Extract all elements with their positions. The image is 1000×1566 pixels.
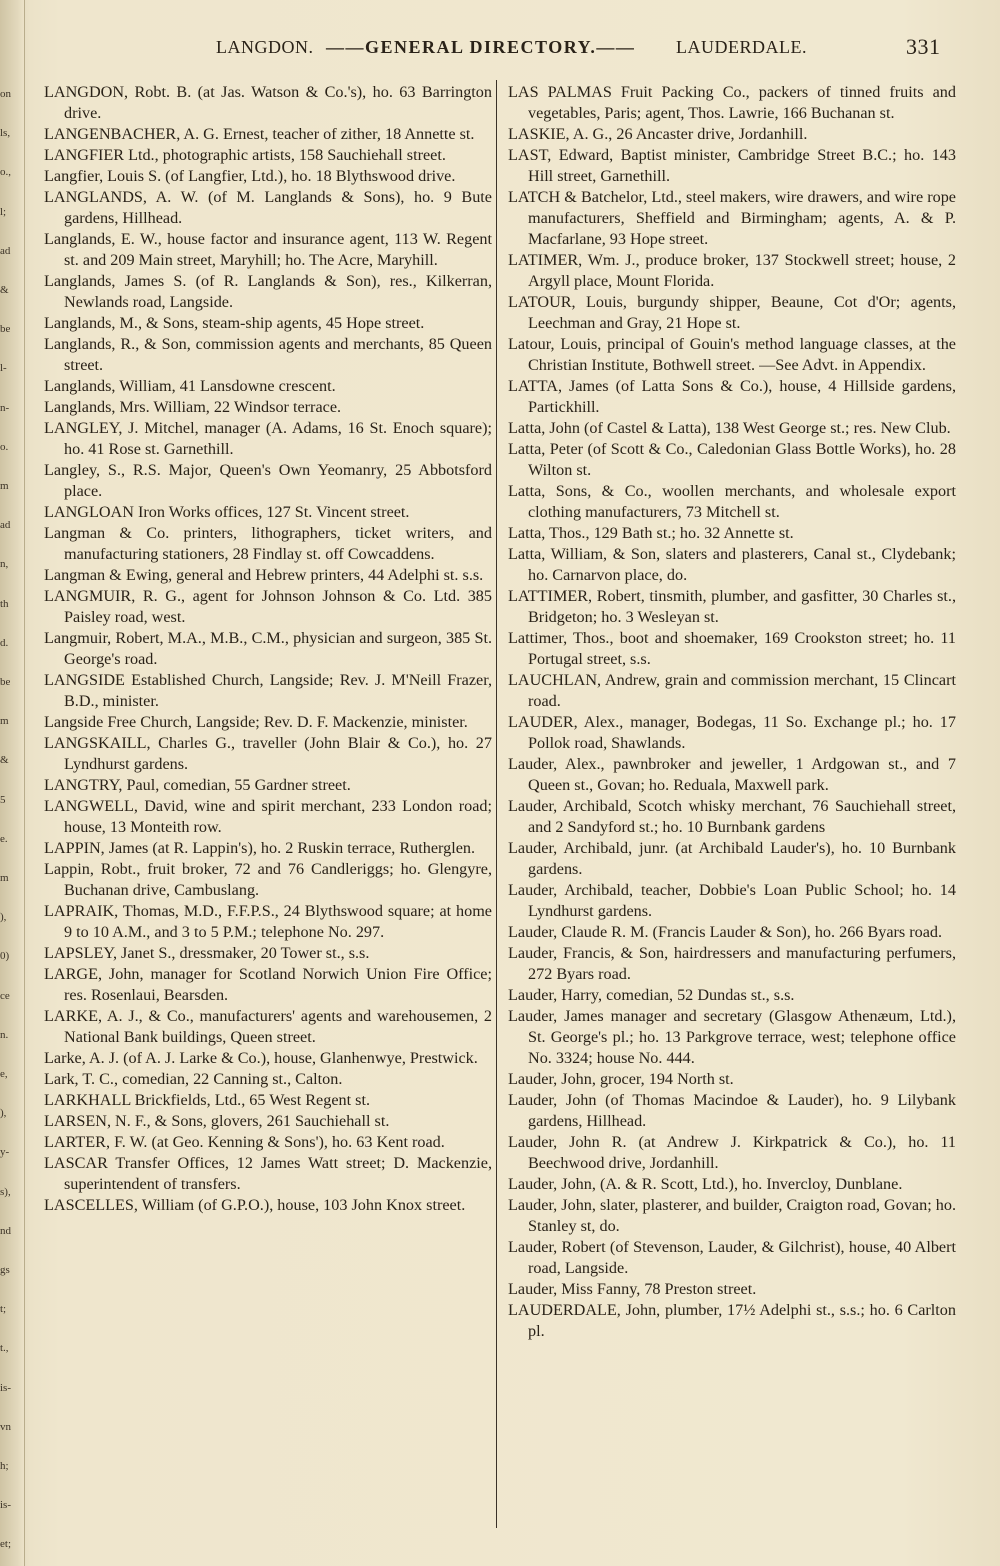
directory-entry: LANGLOAN Iron Works offices, 127 St. Vincent street. bbox=[44, 503, 410, 521]
gutter-fragment: t; bbox=[0, 1303, 7, 1316]
directory-entry: LANGSIDE Established Church, Langside; Rev. J. M'Neill Frazer, B.D., minister. bbox=[44, 671, 492, 710]
directory-entry: Lauder, Archibald, junr. (at Archibald Lauder's), ho. 10 Burnbank gardens. bbox=[508, 839, 956, 878]
directory-entry: Lauder, Francis, & Son, hairdressers and manufacturing perfumers, 272 Byars road. bbox=[508, 944, 956, 983]
directory-entry: LATOUR, Louis, burgundy shipper, Beaune, Cot d'Or; agents, Leechman and Gray, 21 Hope st. bbox=[508, 293, 956, 332]
gutter-fragment: m bbox=[0, 480, 9, 492]
directory-entry: Langfier, Louis S. (of Langfier, Ltd.), ho. 18 Blythswood drive. bbox=[44, 167, 456, 185]
right-column bbox=[508, 82, 956, 1342]
directory-entry: Latta, Thos., 129 Bath st.; ho. 32 Annette st. bbox=[508, 524, 794, 542]
directory-entry: Langlands, William, 41 Lansdowne crescent. bbox=[44, 377, 336, 395]
directory-entry: Lark, T. C., comedian, 22 Canning st., Calton. bbox=[44, 1070, 343, 1088]
gutter-fragment: n, bbox=[0, 558, 9, 571]
gutter-fragment: ad bbox=[0, 519, 11, 532]
gutter-fragment: 0) bbox=[0, 950, 10, 963]
header-left: LANGDON. bbox=[216, 37, 314, 57]
gutter-fragment: l; bbox=[0, 205, 7, 218]
directory-entry: LAPPIN, James (at R. Lappin's), ho. 2 Ruskin terrace, Rutherglen. bbox=[44, 839, 476, 857]
directory-entry: LARGE, John, manager for Scotland Norwich Union Fire Office; res. Rosenlaui, Bearsden. bbox=[44, 965, 492, 1004]
directory-entry: LAST, Edward, Baptist minister, Cambridge Street B.C.; ho. 143 Hill street, Garnethill. bbox=[508, 146, 956, 185]
gutter-fragment: y- bbox=[0, 1146, 10, 1159]
directory-entry: LASCELLES, William (of G.P.O.), house, 103 John Knox street. bbox=[44, 1196, 466, 1214]
directory-entry: Langlands, M., & Sons, steam-ship agents, 45 Hope street. bbox=[44, 314, 425, 332]
directory-entry: Langman & Ewing, general and Hebrew printers, 44 Adelphi st. s.s. bbox=[44, 566, 484, 584]
gutter-fragment: vn bbox=[0, 1420, 11, 1433]
gutter-fragment: ad bbox=[0, 244, 11, 257]
directory-entry: Latta, William, & Son, slaters and plasterers, Canal st., Clydebank; ho. Carnarvon place, do. bbox=[508, 545, 956, 584]
page-number: 331 bbox=[906, 34, 941, 59]
directory-entry: Lappin, Robt., fruit broker, 72 and 76 Candleriggs; ho. Glengyre, Buchanan drive, Cambuslang. bbox=[44, 860, 492, 899]
directory-entry: Langside Free Church, Langside; Rev. D. F. Mackenzie, minister. bbox=[44, 713, 468, 731]
directory-entry: Lauder, John, grocer, 194 North st. bbox=[508, 1070, 734, 1088]
directory-entry: Latta, Sons, & Co., woollen merchants, and wholesale export clothing manufacturers, 73 Mitchell st. bbox=[508, 482, 956, 521]
directory-entry: LAS PALMAS Fruit Packing Co., packers of tinned fruits and vegetables, Paris; agent, Thos. Lawrie, 166 Buchanan st. bbox=[508, 83, 956, 122]
gutter-fragment: ls, bbox=[0, 127, 11, 140]
gutter-fragment: gs bbox=[0, 1264, 10, 1276]
gutter-fragment: d. bbox=[0, 636, 9, 649]
directory-entry: LATTIMER, Robert, tinsmith, plumber, and gasfitter, 30 Charles st., Bridgeton; ho. 3 Wesleyan st. bbox=[508, 587, 956, 626]
directory-entry: LANGLEY, J. Mitchel, manager (A. Adams, 16 St. Enoch square); ho. 41 Rose st. Garnethill. bbox=[44, 419, 492, 458]
directory-entry: Langlands, Mrs. William, 22 Windsor terrace. bbox=[44, 398, 342, 416]
directory-entry: LARSEN, N. F., & Sons, glovers, 261 Sauchiehall st. bbox=[44, 1112, 390, 1130]
gutter-fragment: 5 bbox=[0, 793, 6, 806]
directory-entry: LAPSLEY, Janet S., dressmaker, 20 Tower st., s.s. bbox=[44, 944, 370, 962]
directory-entry: Langlands, R., & Son, commission agents and merchants, 85 Queen street. bbox=[44, 335, 492, 374]
directory-entry: Lauder, Archibald, teacher, Dobbie's Loan Public School; ho. 14 Lyndhurst gardens. bbox=[508, 881, 956, 920]
directory-entry: LANGLANDS, A. W. (of M. Langlands & Sons), ho. 9 Bute gardens, Hillhead. bbox=[44, 188, 492, 227]
directory-entry: Langman & Co. printers, lithographers, ticket writers, and manufacturing stationers, 28 Findlay st. off Cowcaddens. bbox=[44, 524, 492, 563]
directory-entry: LAUDER, Alex., manager, Bodegas, 11 So. Exchange pl.; ho. 17 Pollok road, Shawlands. bbox=[508, 713, 956, 752]
gutter-fragment: nd bbox=[0, 1224, 11, 1237]
gutter-fragment: be bbox=[0, 676, 11, 688]
gutter-fragment: n. bbox=[0, 1028, 9, 1041]
previous-page-gutter bbox=[0, 0, 25, 1566]
gutter-fragment: is- bbox=[0, 1381, 11, 1394]
gutter-fragment: m bbox=[0, 715, 9, 728]
directory-entry: LANGMUIR, R. G., agent for Johnson Johnson & Co. Ltd. 385 Paisley road, west. bbox=[44, 587, 492, 626]
directory-entry: LANGSKAILL, Charles G., traveller (John Blair & Co.), ho. 27 Lyndhurst gardens. bbox=[44, 734, 492, 773]
directory-entry: Lattimer, Thos., boot and shoemaker, 169 Crookston street; ho. 11 Portugal street, s.s. bbox=[508, 629, 956, 668]
gutter-fragment: be bbox=[0, 323, 11, 336]
directory-entry: Larke, A. J. (of A. J. Larke & Co.), house, Glanhenwye, Prestwick. bbox=[44, 1049, 478, 1067]
directory-entry: LARTER, F. W. (at Geo. Kenning & Sons'), ho. 63 Kent road. bbox=[44, 1133, 445, 1151]
gutter-fragment: ), bbox=[0, 911, 7, 924]
directory-entry: LAUDERDALE, John, plumber, 17½ Adelphi st., s.s.; ho. 6 Carlton pl. bbox=[508, 1301, 956, 1340]
directory-entry: Lauder, Alex., pawnbroker and jeweller, 1 Ardgowan st., and 7 Queen st., Govan; ho. Reduala, Maxwell park. bbox=[508, 755, 956, 794]
running-header bbox=[200, 34, 960, 64]
directory-entry: LANGWELL, David, wine and spirit merchant, 233 London road; house, 13 Monteith row. bbox=[44, 797, 492, 836]
gutter-fragment: t., bbox=[0, 1342, 9, 1355]
directory-entry: Lauder, John, (A. & R. Scott, Ltd.), ho. Invercloy, Dunblane. bbox=[508, 1175, 903, 1193]
directory-entry: LASKIE, A. G., 26 Ancaster drive, Jordanhill. bbox=[508, 125, 808, 143]
gutter-fragment: on bbox=[0, 88, 11, 100]
gutter-fragment: ce bbox=[0, 989, 10, 1002]
gutter-fragment: th bbox=[0, 597, 9, 610]
gutter-fragment: e, bbox=[0, 1068, 8, 1080]
gutter-fragment: & bbox=[0, 754, 9, 767]
directory-entry: LATIMER, Wm. J., produce broker, 137 Stockwell street; house, 2 Argyll place, Mount Florida. bbox=[508, 251, 956, 290]
gutter-fragment: l- bbox=[0, 362, 7, 375]
directory-entry: Langley, S., R.S. Major, Queen's Own Yeomanry, 25 Abbotsford place. bbox=[44, 461, 492, 500]
gutter-fragment: ), bbox=[0, 1107, 7, 1120]
directory-entry: Langlands, E. W., house factor and insurance agent, 113 W. Regent st. and 209 Main street, Maryhill; ho. The Acre, Maryhill. bbox=[44, 230, 492, 269]
gutter-fragment: n- bbox=[0, 401, 10, 414]
gutter-fragment: o., bbox=[0, 166, 11, 179]
directory-entry: LAUCHLAN, Andrew, grain and commission merchant, 15 Clincart road. bbox=[508, 671, 956, 710]
gutter-fragment: s), bbox=[0, 1185, 11, 1198]
directory-entry: LATCH & Batchelor, Ltd., steel makers, wire drawers, and wire rope manufacturers, Sheffield and Birmingham; agents, A. & P. Macfarlane, 93 Hope street. bbox=[508, 188, 956, 248]
directory-entry: Lauder, John, slater, plasterer, and builder, Craigton road, Govan; ho. Stanley st, do. bbox=[508, 1196, 956, 1235]
left-column bbox=[44, 82, 492, 1216]
directory-entry: Lauder, Miss Fanny, 78 Preston street. bbox=[508, 1280, 757, 1298]
gutter-fragment: et; bbox=[0, 1538, 11, 1551]
directory-entry: LANGDON, Robt. B. (at Jas. Watson & Co.'s), ho. 63 Barrington drive. bbox=[44, 83, 492, 122]
directory-entry: Lauder, Harry, comedian, 52 Dundas st., s.s. bbox=[508, 986, 795, 1004]
directory-entry: LASCAR Transfer Offices, 12 James Watt street; D. Mackenzie, superintendent of transfers. bbox=[44, 1154, 492, 1193]
gutter-fragment: m bbox=[0, 872, 9, 884]
directory-entry: Lauder, Archibald, Scotch whisky merchant, 76 Sauchiehall street, and 2 Sandyford st.; ho. 10 Burnbank gardens bbox=[508, 797, 956, 836]
directory-entry: LARKHALL Brickfields, Ltd., 65 West Regent st. bbox=[44, 1091, 371, 1109]
directory-entry: Latta, John (of Castel & Latta), 138 West George st.; res. New Club. bbox=[508, 419, 951, 437]
gutter-fragment: h; bbox=[0, 1460, 9, 1472]
directory-entry: Langmuir, Robert, M.A., M.B., C.M., physician and surgeon, 385 St. George's road. bbox=[44, 629, 492, 668]
directory-entry: LANGFIER Ltd., photographic artists, 158 Sauchiehall street. bbox=[44, 146, 446, 164]
directory-entry: Langlands, James S. (of R. Langlands & Son), res., Kilkerran, Newlands road, Langside. bbox=[44, 272, 492, 311]
directory-entry: LANGTRY, Paul, comedian, 55 Gardner street. bbox=[44, 776, 351, 794]
header-title: ——GENERAL DIRECTORY.—— bbox=[326, 37, 636, 57]
directory-entry: LARKE, A. J., & Co., manufacturers' agents and warehousemen, 2 National Bank buildings, Queen street. bbox=[44, 1007, 492, 1046]
gutter-fragment: & bbox=[0, 284, 9, 296]
gutter-fragment: o. bbox=[0, 440, 9, 453]
directory-entry: Lauder, Claude R. M. (Francis Lauder & Son), ho. 266 Byars road. bbox=[508, 923, 943, 941]
directory-entry: Latta, Peter (of Scott & Co., Caledonian Glass Bottle Works), ho. 28 Wilton st. bbox=[508, 440, 956, 479]
directory-entry: Lauder, Robert (of Stevenson, Lauder, & Gilchrist), house, 40 Albert road, Langside. bbox=[508, 1238, 956, 1277]
gutter-fragment: e. bbox=[0, 832, 8, 845]
directory-entry: LATTA, James (of Latta Sons & Co.), house, 4 Hillside gardens, Partickhill. bbox=[508, 377, 956, 416]
directory-entry: Lauder, John R. (at Andrew J. Kirkpatrick & Co.), ho. 11 Beechwood drive, Jordanhill. bbox=[508, 1133, 956, 1172]
directory-entry: Lauder, John (of Thomas Macindoe & Lauder), ho. 9 Lilybank gardens, Hillhead. bbox=[508, 1091, 956, 1130]
column-rule bbox=[496, 80, 497, 1528]
directory-entry: LANGENBACHER, A. G. Ernest, teacher of zither, 18 Annette st. bbox=[44, 125, 475, 143]
directory-entry: Lauder, James manager and secretary (Glasgow Athenæum, Ltd.), St. George's pl.; ho. 13 Parkgrove terrace, west; telephone office No. 3324; house No. 444. bbox=[508, 1007, 956, 1067]
directory-entry: Latour, Louis, principal of Gouin's method language classes, at the Christian Institute, Bothwell street. —See Advt. in Appendix. bbox=[508, 335, 956, 374]
gutter-fragment: is- bbox=[0, 1499, 11, 1512]
directory-entry: LAPRAIK, Thomas, M.D., F.F.P.S., 24 Blythswood square; at home 9 to 10 A.M., and 3 to 5 P.M.; telephone No. 297. bbox=[44, 902, 492, 941]
header-right: LAUDERDALE. bbox=[676, 37, 807, 57]
